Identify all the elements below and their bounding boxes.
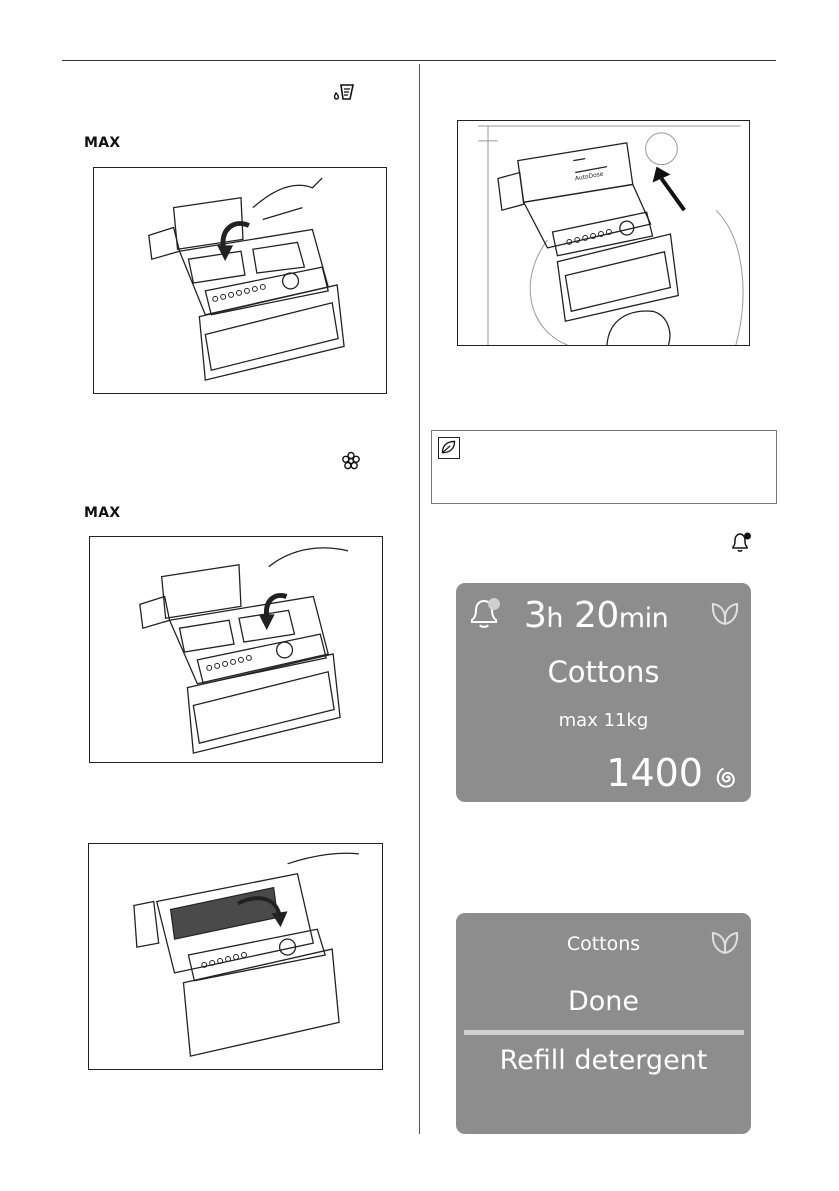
programme-name: Cottons [566,933,641,955]
figure-insert-drawer [457,120,750,346]
flower-softener-icon [341,451,361,471]
max-label-softener: MAX [84,505,121,521]
programme-name: Cottons [547,655,660,689]
bell-icon [468,597,502,629]
eco-leaf-icon [708,596,742,628]
figure-softener-compartment [89,536,383,763]
time-minutes: 20 [573,595,619,636]
display-screen-running [456,583,751,802]
drawer-panel-text: AutoDose [574,170,604,183]
spin-icon [714,765,740,791]
status-text: Done [567,986,640,1017]
refill-message: Refill detergent [499,1045,708,1076]
separator-bar [464,1030,744,1035]
time-hours-unit: h [546,603,564,634]
bell-with-dot-icon [729,531,753,553]
time-hours: 3 [524,595,547,636]
top-rule [62,60,776,61]
spin-speed: 1400 [606,751,703,795]
note-box [431,430,777,504]
display-screen-done [456,913,751,1134]
eco-leaf-icon [708,925,742,957]
leaf-note-icon [438,437,460,459]
liquid-detergent-icon [332,82,354,102]
time-minutes-unit: min [618,603,669,634]
figure-closing-lid [88,843,383,1070]
figure-detergent-compartment [93,167,387,394]
max-load: max 11kg [558,710,649,731]
remaining-time [524,595,668,636]
column-divider [419,64,420,1134]
max-label-detergent: MAX [84,135,121,151]
